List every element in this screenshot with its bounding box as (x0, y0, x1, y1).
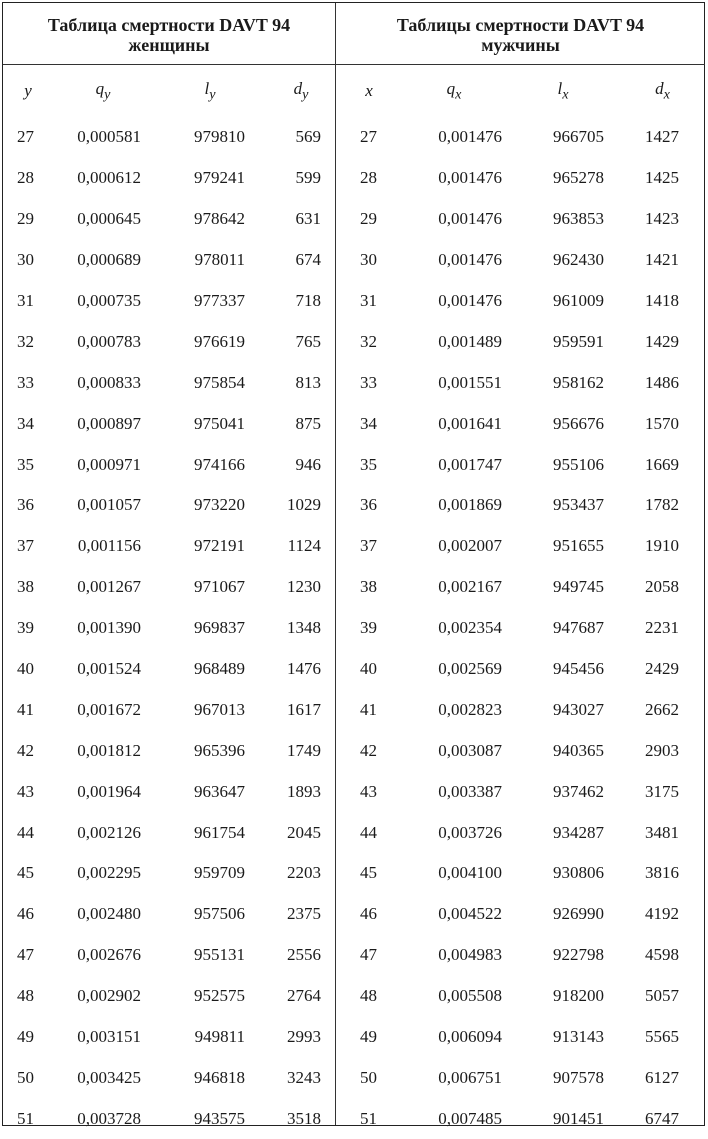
male-cell-d: 1486 (645, 372, 679, 392)
female-cell-age: 33 (17, 372, 34, 392)
male-cell-age: 46 (360, 904, 377, 924)
male-cell-age: 35 (360, 454, 377, 474)
male-cell-q: 0,002007 (438, 536, 502, 556)
female-cell-l: 978011 (194, 250, 245, 270)
female-cell-d: 3518 (287, 1108, 321, 1128)
table-row (336, 567, 705, 608)
male-cell-l: 956676 (553, 413, 604, 433)
male-cell-d: 1427 (645, 127, 679, 147)
male-cell-l: 959591 (553, 331, 604, 351)
male-table-body (336, 117, 705, 1139)
male-cell-d: 2231 (645, 618, 679, 638)
male-cell-q: 0,001551 (438, 372, 502, 392)
table-row (336, 894, 705, 935)
table-row (336, 976, 705, 1017)
table-row (336, 1057, 705, 1098)
male-cell-age: 27 (360, 127, 377, 147)
female-cell-l: 963647 (194, 781, 245, 801)
female-cell-q: 0,002676 (77, 945, 141, 965)
female-cell-l: 974166 (194, 454, 245, 474)
female-cell-l: 965396 (194, 740, 245, 760)
female-cell-age: 32 (17, 331, 34, 351)
male-cell-q: 0,006094 (438, 1027, 502, 1047)
male-cell-d: 2662 (645, 699, 679, 719)
female-cell-age: 29 (17, 209, 34, 229)
male-cell-l: 961009 (553, 291, 604, 310)
male-cell-age: 51 (360, 1108, 377, 1128)
female-cell-q: 0,000833 (77, 372, 141, 392)
male-cell-d: 1418 (645, 291, 679, 310)
female-cell-age: 31 (17, 291, 34, 310)
male-cell-d: 1423 (645, 209, 679, 229)
male-cell-l: 901451 (553, 1108, 604, 1128)
table-row (336, 608, 705, 649)
table-row (336, 730, 705, 771)
female-cell-d: 2764 (287, 986, 321, 1006)
table-row (3, 1098, 335, 1139)
table-row (3, 976, 335, 1017)
male-cell-q: 0,001476 (438, 250, 502, 270)
female-cell-age: 47 (17, 945, 34, 965)
table-row (336, 199, 705, 240)
male-header-q: $q_x$ (446, 78, 462, 103)
male-table-title (336, 3, 705, 65)
male-cell-l: 951655 (553, 536, 604, 556)
male-cell-d: 5565 (645, 1027, 679, 1047)
male-cell-age: 49 (360, 1027, 377, 1047)
table-row (3, 689, 335, 730)
female-cell-d: 1230 (287, 577, 321, 597)
male-cell-age: 31 (360, 291, 377, 310)
female-table-section (3, 3, 335, 1128)
female-cell-age: 51 (17, 1108, 34, 1128)
female-cell-l: 972191 (194, 536, 245, 556)
male-cell-q: 0,002569 (438, 659, 502, 679)
female-cell-l: 975041 (194, 413, 245, 433)
table-row (3, 281, 335, 322)
male-cell-d: 1782 (645, 495, 679, 515)
male-cell-q: 0,006751 (438, 1067, 502, 1087)
female-cell-q: 0,001672 (77, 699, 141, 719)
female-cell-q: 0,000783 (77, 331, 141, 351)
table-row (3, 526, 335, 567)
female-cell-age: 35 (17, 454, 34, 474)
table-row (336, 771, 705, 812)
female-cell-d: 1476 (287, 659, 321, 679)
male-cell-q: 0,001476 (438, 209, 502, 229)
male-cell-age: 32 (360, 331, 377, 351)
female-cell-d: 2993 (287, 1027, 321, 1047)
male-cell-d: 6747 (645, 1108, 679, 1128)
male-cell-age: 47 (360, 945, 377, 965)
table-row (336, 689, 705, 730)
female-cell-age: 38 (17, 577, 34, 597)
male-cell-l: 940365 (553, 740, 604, 760)
table-row (3, 199, 335, 240)
male-cell-l: 930806 (553, 863, 604, 883)
male-cell-age: 36 (360, 495, 377, 515)
female-cell-age: 30 (17, 250, 34, 270)
female-cell-d: 1893 (287, 781, 321, 801)
table-row (336, 812, 705, 853)
table-row (3, 608, 335, 649)
female-cell-l: 973220 (194, 495, 245, 515)
male-cell-age: 50 (360, 1067, 377, 1087)
female-table-body (3, 117, 335, 1139)
female-cell-q: 0,002902 (77, 986, 141, 1006)
female-cell-q: 0,001057 (77, 495, 141, 515)
female-cell-age: 28 (17, 168, 34, 188)
table-row (3, 649, 335, 690)
table-row (3, 158, 335, 199)
male-cell-age: 40 (360, 659, 377, 679)
male-cell-d: 6127 (645, 1067, 679, 1087)
female-table-title (3, 3, 335, 65)
male-title-line2: мужчины (481, 34, 560, 55)
female-cell-d: 2556 (287, 945, 321, 965)
table-row (336, 240, 705, 281)
female-cell-l: 968489 (194, 659, 245, 679)
female-cell-l: 979241 (194, 168, 245, 188)
female-cell-q: 0,002126 (77, 822, 141, 842)
male-cell-q: 0,004983 (438, 945, 502, 965)
table-row (3, 403, 335, 444)
table-row (3, 935, 335, 976)
female-cell-q: 0,003151 (77, 1027, 141, 1047)
male-cell-age: 28 (360, 168, 377, 188)
female-cell-l: 959709 (194, 863, 245, 883)
female-cell-d: 946 (295, 454, 321, 474)
male-cell-age: 29 (360, 209, 377, 229)
female-cell-l: 946818 (194, 1067, 245, 1087)
male-cell-age: 44 (360, 822, 377, 842)
female-cell-q: 0,002480 (77, 904, 141, 924)
female-cell-d: 875 (295, 413, 321, 433)
table-row (3, 894, 335, 935)
female-cell-l: 969837 (194, 618, 245, 638)
female-cell-age: 37 (17, 536, 34, 556)
male-header-d: $d_x$ (655, 78, 670, 103)
female-cell-age: 45 (17, 863, 34, 883)
male-mortality-table (336, 65, 705, 1139)
male-cell-d: 1421 (645, 250, 679, 270)
female-mortality-table (3, 65, 335, 1139)
female-cell-l: 979810 (194, 127, 245, 147)
female-cell-l: 967013 (194, 699, 245, 719)
female-cell-q: 0,001812 (77, 740, 141, 760)
female-cell-d: 2375 (287, 904, 321, 924)
male-cell-l: 958162 (553, 372, 604, 392)
female-header-q: $q_y$ (95, 78, 111, 103)
table-row (3, 485, 335, 526)
table-row (3, 321, 335, 362)
male-header-l: $l_x$ (557, 78, 569, 103)
male-cell-d: 1910 (645, 536, 679, 556)
male-cell-age: 34 (360, 413, 377, 433)
table-row (336, 485, 705, 526)
female-cell-q: 0,001390 (77, 618, 141, 638)
female-cell-d: 1749 (287, 740, 321, 760)
male-cell-q: 0,001476 (438, 291, 502, 310)
female-cell-age: 34 (17, 413, 34, 433)
male-cell-q: 0,001869 (438, 495, 502, 515)
female-cell-q: 0,003728 (77, 1108, 141, 1128)
female-cell-d: 1617 (287, 699, 321, 719)
table-row (3, 117, 335, 158)
table-row (336, 281, 705, 322)
table-row (3, 1057, 335, 1098)
female-cell-age: 49 (17, 1027, 34, 1047)
female-cell-q: 0,000581 (77, 127, 141, 147)
male-cell-d: 2058 (645, 577, 679, 597)
male-cell-l: 913143 (553, 1027, 604, 1047)
female-cell-l: 971067 (194, 577, 245, 597)
male-cell-q: 0,007485 (438, 1108, 502, 1128)
table-row (3, 567, 335, 608)
table-row (336, 444, 705, 485)
male-cell-d: 1429 (645, 331, 679, 351)
female-cell-age: 44 (17, 822, 34, 842)
table-row (3, 362, 335, 403)
female-cell-q: 0,001964 (77, 781, 141, 801)
male-cell-q: 0,002354 (438, 618, 502, 638)
female-cell-l: 955131 (194, 945, 245, 965)
female-cell-q: 0,000897 (77, 413, 141, 433)
male-cell-d: 4192 (645, 904, 679, 924)
male-cell-l: 934287 (553, 822, 604, 842)
table-row (3, 853, 335, 894)
female-cell-age: 48 (17, 986, 34, 1006)
female-cell-d: 2045 (287, 822, 321, 842)
male-cell-d: 3175 (645, 781, 679, 801)
male-cell-l: 918200 (553, 986, 604, 1006)
female-cell-q: 0,000612 (77, 168, 141, 188)
male-cell-age: 39 (360, 618, 377, 638)
male-cell-d: 1570 (645, 413, 679, 433)
female-cell-l: 949811 (194, 1027, 245, 1047)
male-cell-q: 0,001476 (438, 127, 502, 147)
female-cell-l: 976619 (194, 331, 245, 351)
male-cell-q: 0,005508 (438, 986, 502, 1006)
male-cell-l: 949745 (553, 577, 604, 597)
female-cell-age: 36 (17, 495, 34, 515)
female-cell-q: 0,002295 (77, 863, 141, 883)
male-cell-age: 33 (360, 372, 377, 392)
male-cell-l: 965278 (553, 168, 604, 188)
male-cell-d: 4598 (645, 945, 679, 965)
male-cell-age: 37 (360, 536, 377, 556)
male-cell-q: 0,004522 (438, 904, 502, 924)
male-cell-age: 42 (360, 740, 377, 760)
female-cell-q: 0,000645 (77, 209, 141, 229)
mortality-tables-page (2, 2, 705, 1126)
female-header-row (3, 65, 335, 117)
male-cell-l: 963853 (553, 209, 604, 229)
female-cell-q: 0,000971 (77, 454, 141, 474)
female-cell-age: 39 (17, 618, 34, 638)
male-cell-l: 962430 (553, 250, 604, 270)
female-cell-age: 46 (17, 904, 34, 924)
female-header-l: $l_y$ (204, 78, 216, 103)
female-cell-l: 952575 (194, 986, 245, 1006)
table-row (3, 444, 335, 485)
female-cell-d: 718 (295, 291, 321, 310)
male-cell-age: 30 (360, 250, 377, 270)
male-cell-q: 0,004100 (438, 863, 502, 883)
female-cell-q: 0,001267 (77, 577, 141, 597)
female-cell-d: 2203 (287, 863, 321, 883)
male-cell-age: 48 (360, 986, 377, 1006)
male-cell-l: 955106 (553, 454, 604, 474)
female-cell-q: 0,001156 (77, 536, 141, 556)
male-cell-l: 943027 (553, 699, 604, 719)
male-header-row (336, 65, 705, 117)
female-title-line1: Таблица смертности DAVT 94 (47, 14, 291, 35)
male-table-section (335, 3, 705, 1128)
table-row (336, 158, 705, 199)
male-cell-q: 0,001489 (438, 331, 502, 351)
female-cell-d: 1124 (287, 536, 321, 556)
table-row (336, 526, 705, 567)
table-row (3, 730, 335, 771)
table-row (336, 362, 705, 403)
female-cell-l: 975854 (194, 372, 245, 392)
female-title-line2: женщины (128, 34, 210, 55)
female-cell-age: 27 (17, 127, 34, 147)
female-cell-age: 50 (17, 1067, 34, 1087)
table-row (3, 812, 335, 853)
male-title-line1: Таблицы смертности DAVT 94 (396, 14, 645, 35)
female-cell-age: 40 (17, 659, 34, 679)
male-cell-age: 38 (360, 577, 377, 597)
male-cell-d: 3481 (645, 822, 679, 842)
male-cell-d: 5057 (645, 986, 679, 1006)
female-cell-d: 599 (295, 168, 321, 188)
female-cell-q: 0,001524 (77, 659, 141, 679)
female-cell-l: 957506 (194, 904, 245, 924)
female-cell-d: 569 (295, 127, 321, 147)
female-cell-q: 0,003425 (77, 1067, 141, 1087)
table-row (336, 649, 705, 690)
female-cell-q: 0,000689 (77, 250, 141, 270)
male-cell-age: 43 (360, 781, 377, 801)
male-cell-l: 907578 (553, 1067, 604, 1087)
table-row (336, 1017, 705, 1058)
male-cell-l: 947687 (553, 618, 604, 638)
female-cell-d: 1348 (287, 618, 321, 638)
female-cell-d: 631 (295, 209, 321, 229)
female-cell-age: 43 (17, 781, 34, 801)
table-row (3, 240, 335, 281)
male-cell-q: 0,003387 (438, 781, 502, 801)
female-cell-q: 0,000735 (77, 291, 141, 310)
male-cell-q: 0,002823 (438, 699, 502, 719)
male-cell-q: 0,001641 (438, 413, 502, 433)
male-cell-l: 953437 (553, 495, 604, 515)
male-cell-q: 0,001476 (438, 168, 502, 188)
female-cell-d: 3243 (287, 1067, 321, 1087)
male-header-age: x (365, 81, 373, 100)
female-cell-d: 1029 (287, 495, 321, 515)
female-cell-d: 765 (295, 331, 321, 351)
male-cell-q: 0,003726 (438, 822, 502, 842)
male-cell-age: 41 (360, 699, 377, 719)
female-cell-l: 978642 (194, 209, 245, 229)
table-row (336, 853, 705, 894)
table-row (336, 1098, 705, 1139)
female-cell-d: 813 (295, 372, 321, 392)
table-row (336, 403, 705, 444)
female-cell-age: 41 (17, 699, 34, 719)
table-row (3, 1017, 335, 1058)
table-row (336, 117, 705, 158)
male-cell-l: 937462 (553, 781, 604, 801)
male-cell-d: 3816 (645, 863, 679, 883)
male-cell-q: 0,002167 (438, 577, 502, 597)
male-cell-d: 1669 (645, 454, 679, 474)
female-cell-l: 977337 (194, 291, 245, 310)
female-header-age: y (24, 81, 32, 100)
table-row (336, 321, 705, 362)
male-cell-q: 0,003087 (438, 740, 502, 760)
table-row (3, 771, 335, 812)
male-cell-q: 0,001747 (438, 454, 502, 474)
male-cell-d: 1425 (645, 168, 679, 188)
male-cell-l: 922798 (553, 945, 604, 965)
male-cell-l: 945456 (553, 659, 604, 679)
female-cell-l: 961754 (194, 822, 245, 842)
male-cell-l: 966705 (553, 127, 604, 147)
male-cell-d: 2903 (645, 740, 679, 760)
male-cell-l: 926990 (553, 904, 604, 924)
female-cell-d: 674 (295, 250, 321, 270)
male-cell-d: 2429 (645, 659, 679, 679)
male-cell-age: 45 (360, 863, 377, 883)
female-header-d: $d_y$ (293, 78, 309, 103)
female-cell-l: 943575 (194, 1108, 245, 1128)
female-cell-age: 42 (17, 740, 34, 760)
table-row (336, 935, 705, 976)
